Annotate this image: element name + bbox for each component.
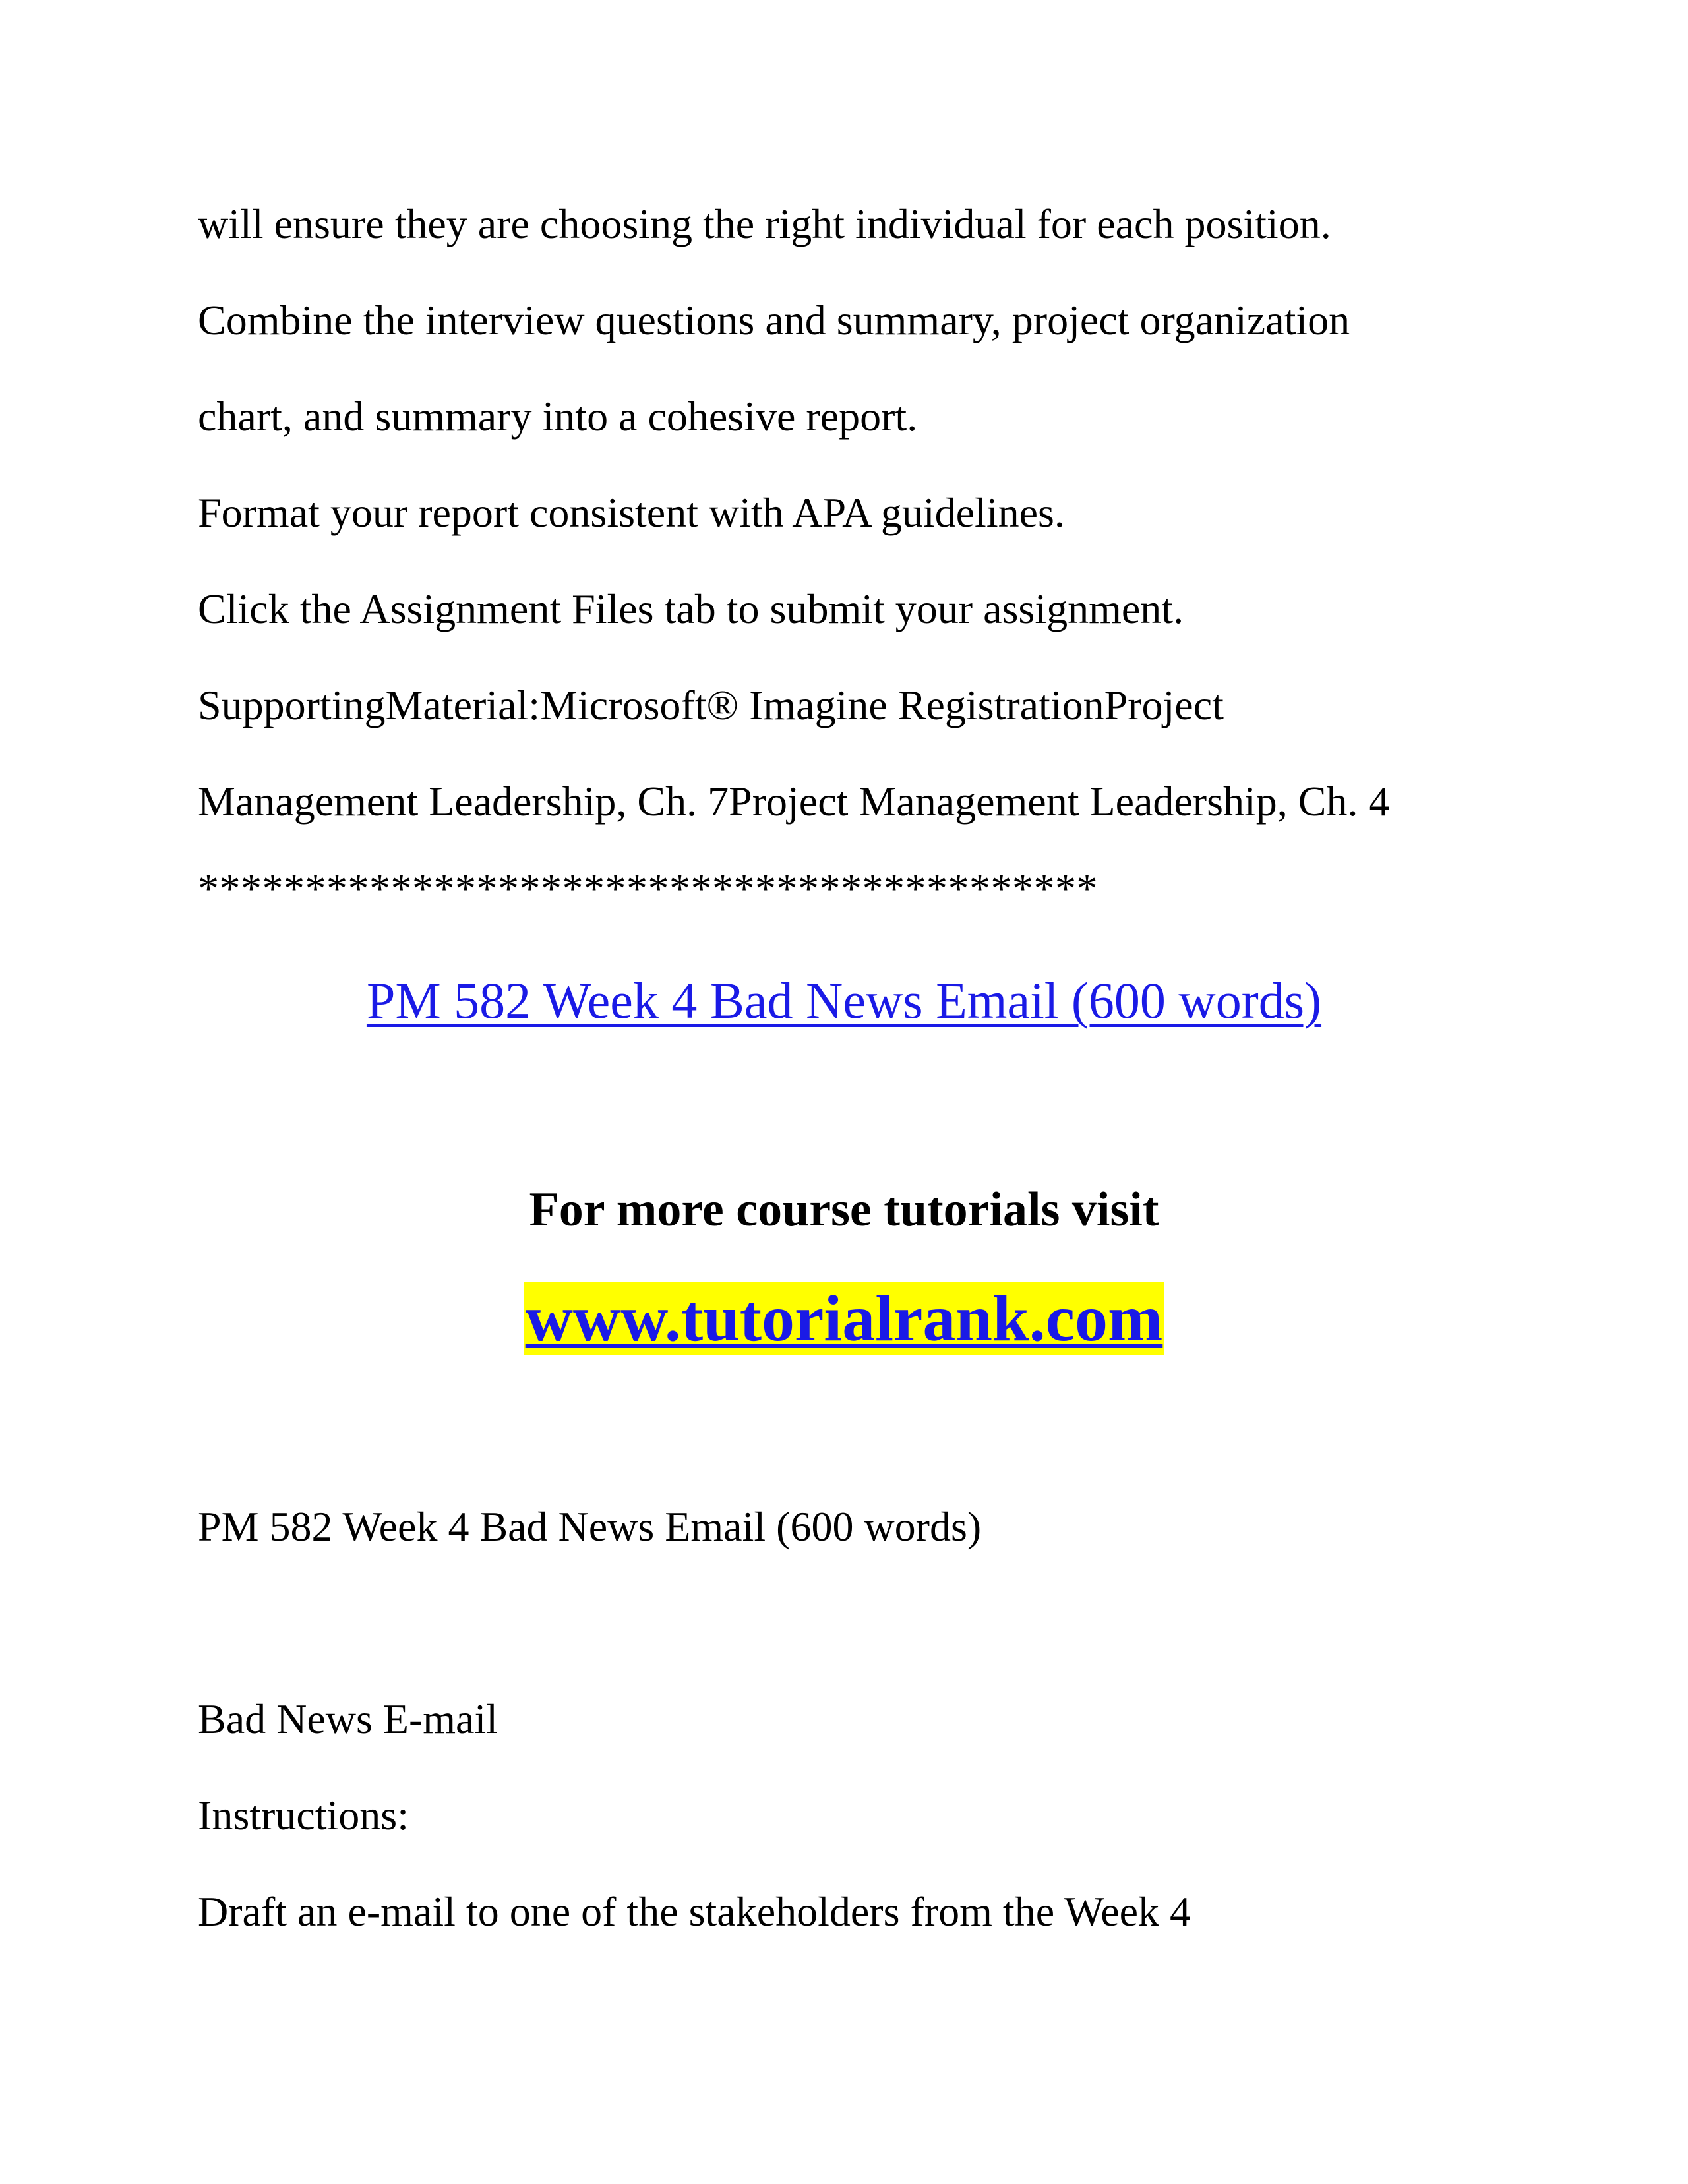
instructions-label: Instructions: <box>198 1792 409 1839</box>
course-title-text: PM 582 Week 4 Bad News Email (600 words) <box>198 1503 982 1550</box>
promo-heading: For more course tutorials visit <box>529 1183 1159 1237</box>
tutorialrank-link[interactable]: www.tutorialrank.com <box>525 1282 1163 1355</box>
body-text-line: Format your report consistent with APA guidelines. <box>198 489 1065 536</box>
instructions-text: Draft an e-mail to one of the stakeholders from the Week 4 <box>198 1888 1191 1935</box>
body-text-line: will ensure they are choosing the right individual for each position. <box>198 200 1331 247</box>
body-text-line: SupportingMaterial:Microsoft® Imagine RegistrationProject <box>198 682 1224 728</box>
section-heading: Bad News E-mail <box>198 1696 498 1742</box>
body-text-line: chart, and summary into a cohesive report. <box>198 393 918 440</box>
site-link-container <box>0 1282 1688 1355</box>
separator-stars: ****************************************** <box>198 865 1098 912</box>
body-text-line: Management Leadership, Ch. 7Project Management Leadership, Ch. 4 <box>198 778 1390 825</box>
course-title-link[interactable]: PM 582 Week 4 Bad News Email (600 words) <box>366 972 1322 1029</box>
body-text-line: Combine the interview questions and summary, project organization <box>198 297 1350 343</box>
body-text-line: Click the Assignment Files tab to submit your assignment. <box>198 585 1184 632</box>
